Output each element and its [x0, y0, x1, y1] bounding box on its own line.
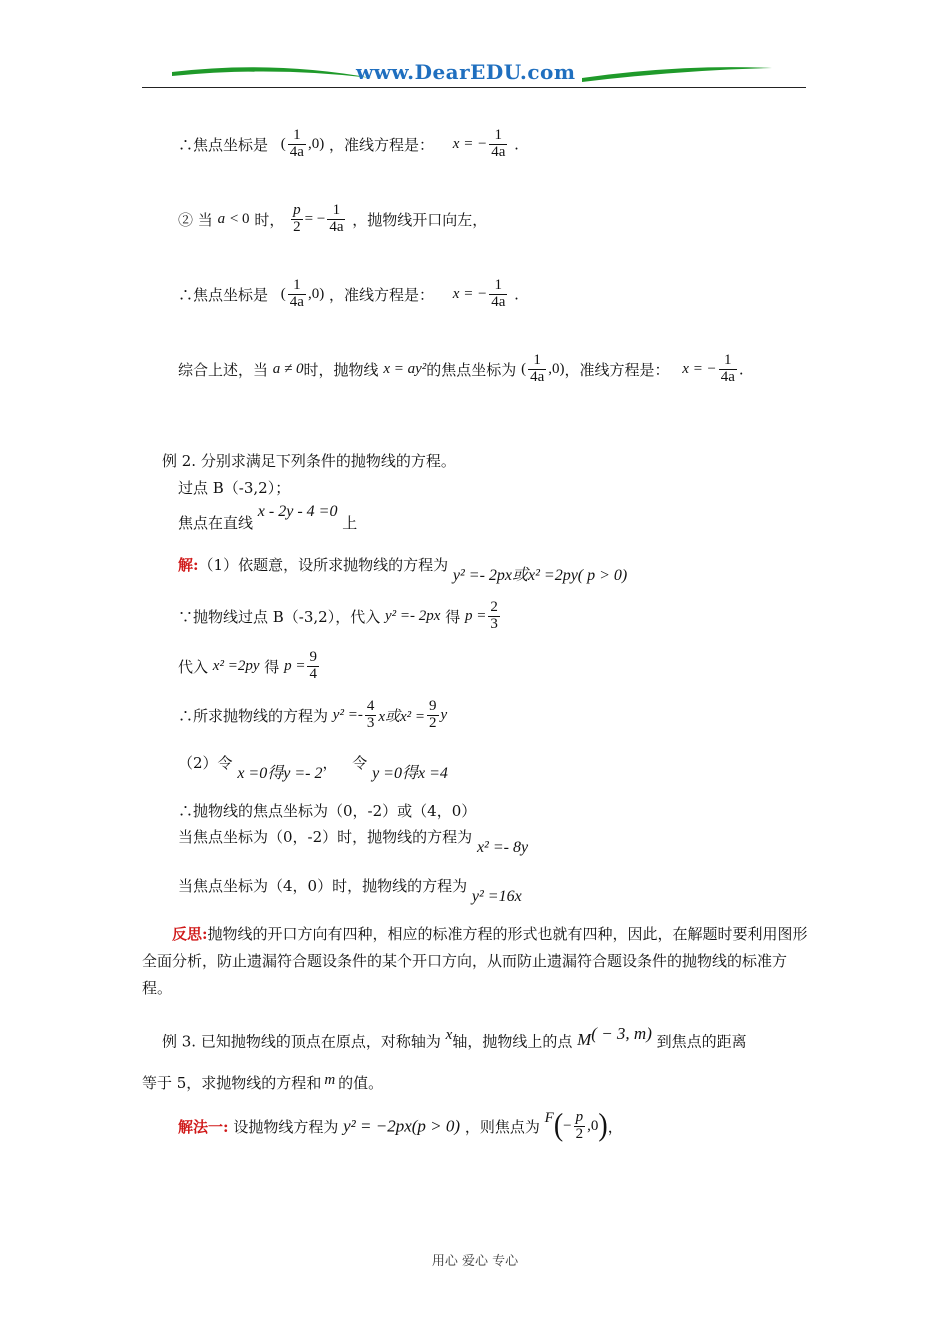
- text: 到焦点的距离: [656, 1032, 747, 1051]
- text: 轴，抛物线上的点: [452, 1032, 573, 1051]
- header-swoosh-right: [582, 58, 782, 88]
- text: ∴焦点坐标是: [178, 285, 269, 304]
- fraction: [365, 699, 377, 732]
- text: 时，抛物线: [303, 360, 379, 379]
- footer-text: 用心 爱心 专心: [431, 1254, 519, 1269]
- math: m: [324, 1072, 336, 1088]
- text: （2）令: [178, 754, 233, 772]
- text: 焦点在直线: [178, 514, 254, 532]
- text: 时，: [254, 210, 285, 229]
- fraction: [719, 353, 737, 386]
- num: 9: [309, 649, 317, 665]
- den: 4a: [720, 368, 735, 385]
- text: 当焦点坐标为（0，-2）时，抛物线的方程为: [178, 828, 473, 846]
- math: x = −: [452, 285, 488, 302]
- method-one-line: [178, 1107, 623, 1144]
- solution-line-6: [178, 800, 476, 821]
- den: 2: [575, 1125, 584, 1142]
- math: a: [217, 210, 226, 227]
- den: 2: [429, 714, 437, 731]
- math: p =: [465, 607, 487, 624]
- solution-line-2: [178, 600, 502, 633]
- math: y² =-: [332, 706, 363, 723]
- num: 1: [719, 353, 737, 370]
- solution-line-1: [178, 552, 628, 584]
- den: 4a: [491, 143, 506, 160]
- text: ∴所求抛物线的方程为: [178, 706, 329, 725]
- text: ∴焦点坐标是: [178, 135, 269, 154]
- den: 3: [366, 714, 375, 731]
- example-2-cond-1: [178, 477, 290, 498]
- fraction: [327, 203, 345, 236]
- num: 1: [288, 128, 306, 145]
- example-2-title: [162, 450, 456, 471]
- text: ∵抛物线过点 B（-3,2），代入: [178, 607, 381, 626]
- den: 4a: [329, 218, 344, 235]
- text: ∴抛物线的焦点坐标为（0，-2）或（4，0）: [178, 802, 477, 820]
- den: 3: [490, 615, 498, 632]
- text: （1）依题意，设所求抛物线的方程为: [198, 556, 449, 574]
- fraction: [291, 203, 303, 236]
- num: 9: [429, 698, 437, 714]
- paren-right: ): [598, 1107, 608, 1144]
- text: .: [514, 135, 519, 154]
- text: 得: [264, 657, 280, 676]
- fraction: [489, 278, 507, 311]
- text: 代入: [178, 657, 209, 676]
- text: 的焦点坐标为: [426, 360, 517, 379]
- den: 2: [293, 218, 301, 235]
- text: .: [514, 285, 519, 304]
- case-line-2: [178, 203, 487, 236]
- text: .: [738, 360, 744, 379]
- math: y² =16x: [471, 888, 522, 905]
- math: y² = −2px(p > 0): [343, 1116, 461, 1136]
- fraction: [427, 699, 439, 732]
- text: ,0): [548, 360, 565, 377]
- fraction: [288, 128, 306, 161]
- header-banner: [142, 56, 806, 90]
- text: 当焦点坐标为（4，0）时，抛物线的方程为: [178, 877, 468, 895]
- math: x - 2y - 4 =0: [257, 503, 338, 520]
- num: 2: [490, 599, 498, 615]
- text: ,0): [307, 285, 325, 302]
- paren: (: [280, 135, 286, 152]
- math: y² =- 2px或x² =2py( p > 0): [452, 567, 628, 584]
- solution-line-5: [178, 750, 448, 782]
- text: ，准线方程是：: [329, 285, 435, 304]
- math: x或x² =: [378, 708, 426, 725]
- reflection-paragraph: [142, 921, 808, 1002]
- math: −: [563, 1117, 572, 1134]
- text: ，抛物线开口向左，: [352, 210, 488, 229]
- math: F: [544, 1110, 554, 1127]
- solution-label: 解:: [178, 556, 199, 574]
- math: p =: [284, 657, 306, 674]
- math: y² =- 2px: [385, 607, 441, 624]
- math: ,0: [587, 1117, 599, 1134]
- solution-line-3: [178, 650, 321, 683]
- text: ，则焦点为: [464, 1117, 540, 1136]
- math: x = −: [452, 135, 488, 152]
- text: ，准线方程是：: [564, 360, 670, 379]
- math: a ≠ 0: [272, 360, 304, 377]
- text: 令: [352, 754, 368, 772]
- math: x =0得y =- 2: [237, 765, 323, 782]
- solution-line-7: [178, 826, 529, 856]
- math: x: [445, 1027, 453, 1043]
- example-3-line-1: [162, 1024, 747, 1052]
- paren: (: [521, 360, 527, 377]
- text: 例 2. 分别求满足下列条件的抛物线的方程。: [162, 452, 456, 470]
- den: 4a: [289, 293, 304, 310]
- math: x = ay²: [383, 360, 427, 377]
- math: y: [440, 706, 448, 723]
- math: M: [577, 1030, 592, 1049]
- num: 1: [327, 203, 345, 220]
- text: 的值。: [338, 1074, 384, 1092]
- text: 设抛物线方程为: [233, 1117, 339, 1136]
- fraction: [307, 650, 319, 683]
- paren-left: (: [553, 1107, 564, 1144]
- fraction: [288, 278, 306, 311]
- header-swoosh-left: [172, 58, 372, 88]
- den: 4: [309, 665, 317, 682]
- text: 过点 B（-3,2）；: [178, 479, 291, 497]
- math: = −: [304, 210, 326, 227]
- den: 4a: [289, 143, 304, 160]
- solution-line-8: [178, 875, 522, 905]
- math: x² =- 8y: [476, 839, 529, 856]
- text: ，: [322, 754, 338, 772]
- num: 1: [288, 278, 306, 295]
- num: 1: [489, 278, 507, 295]
- focus-line-1: [178, 128, 519, 161]
- text: 例 3. 已知抛物线的顶点在原点，对称轴为: [162, 1032, 441, 1051]
- math: ( − 3, m): [591, 1024, 652, 1043]
- num: 1: [489, 128, 507, 145]
- summary-line: [178, 353, 744, 386]
- num: 1: [528, 353, 546, 370]
- num: p: [575, 1109, 584, 1125]
- solution-line-4: [178, 699, 447, 732]
- den: 4a: [530, 368, 545, 385]
- num: 4: [366, 698, 375, 714]
- den: 4a: [491, 293, 506, 310]
- text: 综合上述，当: [178, 360, 269, 379]
- header-site-name: www.DearEDU.com: [356, 60, 576, 84]
- math: y =0得x =4: [372, 765, 448, 782]
- text: ,0): [307, 135, 325, 152]
- fraction: [528, 353, 546, 386]
- fraction: [574, 1110, 586, 1143]
- example-3-line-2: [142, 1072, 383, 1093]
- text: ，准线方程是：: [329, 135, 435, 154]
- focus-line-3: [178, 278, 519, 311]
- math: x = −: [682, 360, 717, 377]
- paren: (: [280, 285, 286, 302]
- example-2-cond-2: [178, 500, 358, 532]
- text: ，: [607, 1117, 623, 1136]
- num: p: [293, 202, 301, 218]
- method-label: 解法一:: [178, 1117, 229, 1136]
- header-rule: [142, 87, 806, 88]
- fraction: [488, 600, 500, 633]
- text: 上: [342, 514, 358, 532]
- text: 抛物线的开口方向有四种，相应的标准方程的形式也就有四种，因此，在解题时要利用图形全面分析，防止遗漏符合题设条件的某个开口方向，从而防止遗漏符合题设条件的抛物线的标准方程。: [142, 925, 808, 997]
- math: < 0: [229, 210, 250, 227]
- fraction: [489, 128, 507, 161]
- reflection-label: 反思:: [172, 925, 208, 943]
- math: x² =2py: [212, 657, 260, 674]
- text: ② 当: [178, 210, 213, 229]
- text: 得: [445, 607, 461, 626]
- text: 等于 5，求抛物线的方程和: [142, 1074, 322, 1092]
